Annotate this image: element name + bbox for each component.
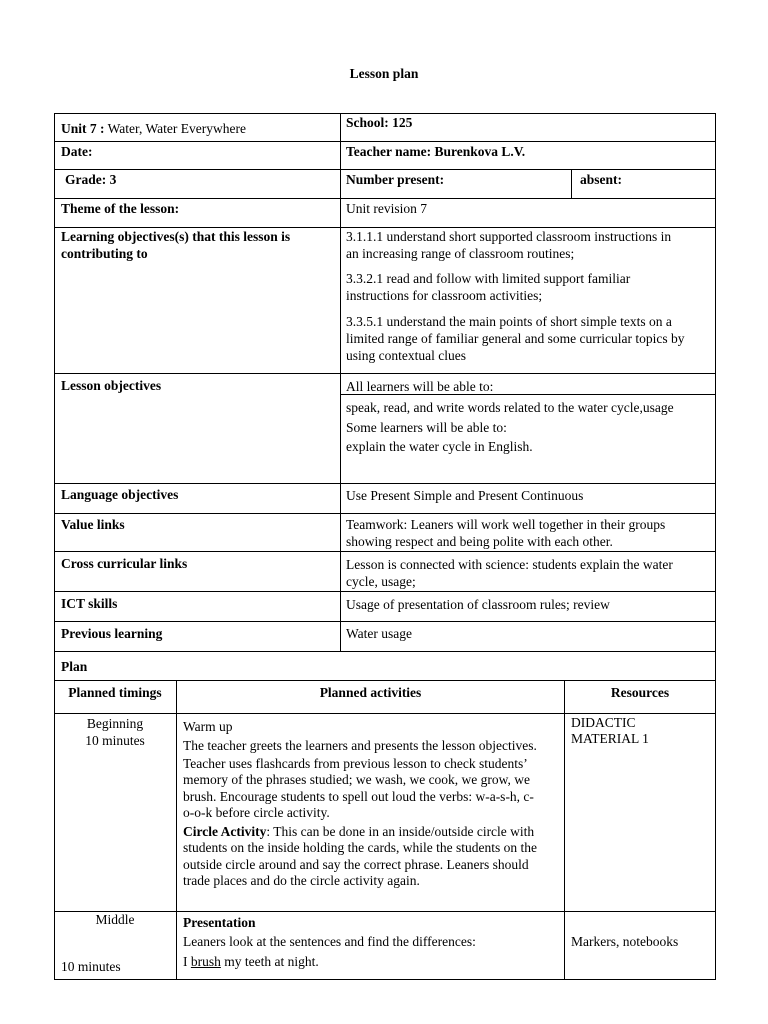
theme-label: Theme of the lesson: (61, 201, 180, 216)
circle-line: trade places and do the circle activity again. (183, 873, 420, 888)
learning-objective-2 (346, 270, 630, 304)
warm-up-heading: Warm up (183, 719, 233, 734)
page-title: Lesson plan (349, 66, 419, 81)
timing-middle: Middle (95, 912, 135, 927)
col-header-timings: Planned timings (68, 685, 162, 700)
circle-activity-heading: Circle Activity (183, 823, 267, 839)
col-header-resources: Resources (610, 685, 670, 700)
learning-objective-3 (346, 313, 685, 364)
flash-line: o-o-k before circle activity. (183, 805, 330, 820)
cross-line: Lesson is connected with science: students explain the water (346, 557, 673, 572)
value-links-label: Value links (61, 517, 125, 532)
number-present-field: Number present: (346, 172, 445, 187)
circle-line: outside circle around and say the correct phrase. Leaners should (183, 856, 529, 872)
lesson-objectives-all: All learners will be able to: (346, 379, 494, 394)
example-part: my teeth at night. (220, 954, 319, 969)
col-header-activities: Planned activities (319, 685, 422, 700)
lesson-objective-line: Some learners will be able to: (346, 419, 507, 435)
objective-line: 3.3.5.1 understand the main points of short simple texts on a (346, 314, 672, 329)
language-objectives-label: Language objectives (61, 487, 179, 502)
timing-middle-duration: 10 minutes (61, 959, 121, 974)
school-field: School: 125 (346, 115, 413, 130)
example-sentence (183, 953, 319, 970)
unit-value: Water, Water Everywhere (104, 121, 246, 136)
learning-objectives-label (61, 228, 290, 262)
flash-line: brush. Encourage students to spell out loud the verbs: w-a-s-h, c- (183, 788, 534, 804)
plan-label: Plan (61, 659, 88, 674)
timing-line: 10 minutes (85, 733, 145, 748)
resource-line: DIDACTIC (571, 715, 636, 730)
circle-activity-text (183, 824, 537, 890)
example-underlined-word: brush (190, 954, 221, 969)
resource-middle: Markers, notebooks (571, 934, 679, 949)
objective-line: instructions for classroom activities; (346, 288, 543, 303)
lesson-objective-line: speak, read, and write words related to the water cycle,usage (346, 400, 674, 415)
ict-skills-label: ICT skills (61, 596, 118, 611)
circle-line: students on the inside holding the cards, while the students on the (183, 840, 537, 855)
cross-curricular-label: Cross curricular links (61, 556, 188, 571)
language-objectives-value: Use Present Simple and Present Continuous (346, 488, 584, 503)
grade-field: Grade: 3 (65, 172, 117, 187)
learning-label-line: contributing to (61, 246, 148, 261)
learning-objective-1 (346, 228, 671, 262)
lesson-objectives-details (346, 398, 674, 457)
objective-line: 3.1.1.1 understand short supported classroom instructions in (346, 229, 672, 244)
previous-learning-value: Water usage (346, 626, 413, 641)
teacher-field: Teacher name: Burenkova L.V. (346, 144, 526, 159)
circle-first-text: : This can be done in an inside/outside circle with (266, 823, 535, 839)
unit-label: Unit 7 : (61, 121, 105, 136)
circle-first-line (183, 824, 537, 841)
lesson-objective-line: explain the water cycle in English. (346, 439, 533, 454)
previous-learning-label: Previous learning (61, 626, 163, 641)
value-line: Teamwork: Leaners will work well together in their groups (346, 517, 666, 532)
lesson-objectives-label: Lesson objectives (61, 378, 162, 393)
flash-line: Teacher uses flashcards from previous lesson to check students’ (183, 755, 528, 771)
objective-line: an increasing range of classroom routines; (346, 246, 575, 261)
unit-field (61, 120, 246, 137)
date-field: Date: (61, 144, 93, 159)
cross-curricular-value (346, 556, 673, 590)
flashcards-text (183, 756, 534, 822)
objective-line: limited range of familiar general and some curricular topics by (346, 331, 685, 346)
presentation-text: Leaners look at the sentences and find the differences: (183, 934, 476, 949)
resource-line: MATERIAL 1 (571, 731, 649, 746)
objective-line: 3.3.2.1 read and follow with limited support familiar (346, 271, 631, 286)
value-links-value (346, 516, 665, 550)
value-line: showing respect and being polite with each other. (346, 534, 613, 549)
timing-beginning (54, 715, 176, 749)
ict-skills-value: Usage of presentation of classroom rules; review (346, 597, 610, 612)
example-part: I (183, 954, 191, 969)
absent-field: absent: (580, 172, 623, 187)
objective-line: using contextual clues (346, 348, 466, 363)
cross-line: cycle, usage; (346, 574, 416, 589)
resource-beginning (571, 715, 649, 747)
presentation-heading: Presentation (183, 915, 256, 930)
flash-line: memory of the phrases studied; we wash, we cook, we grow, we (183, 772, 531, 787)
theme-value: Unit revision 7 (346, 201, 427, 216)
learning-label-line: Learning objectives(s) that this lesson is (61, 229, 291, 244)
greet-text: The teacher greets the learners and presents the lesson objectives. (183, 738, 537, 753)
timing-line: Beginning (86, 716, 144, 731)
